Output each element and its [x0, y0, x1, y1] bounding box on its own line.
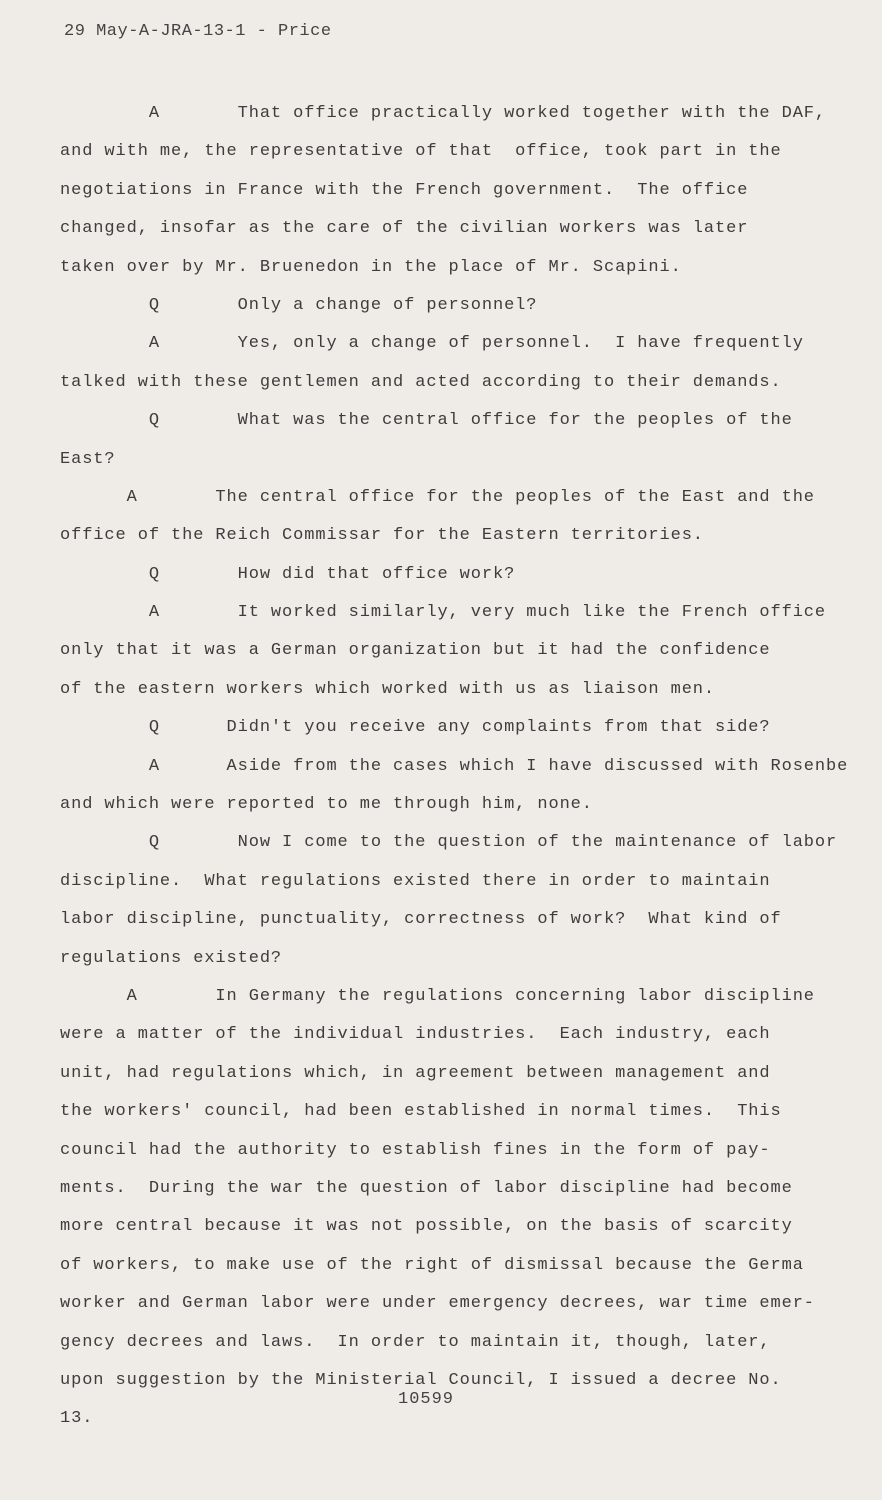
page-header: 29 May-A-JRA-13-1 - Price — [64, 22, 332, 41]
text-line: regulations existed? — [60, 948, 283, 968]
text-line: Q Only a change of personnel? — [60, 295, 538, 315]
text-line: only that it was a German organization but it had the confidence — [60, 641, 771, 661]
text-line: A In Germany the regulations concerning labor discipline — [60, 986, 815, 1006]
text-line: A Yes, only a change of personnel. I have frequently — [60, 334, 804, 354]
text-line: gency decrees and laws. In order to maintain it, though, later, — [60, 1332, 771, 1352]
text-line: of the eastern workers which worked with us as liaison men. — [60, 679, 715, 699]
text-line: were a matter of the individual industries. Each industry, each — [60, 1025, 771, 1045]
text-line: discipline. What regulations existed there in order to maintain — [60, 871, 771, 891]
text-line: Q Now I come to the question of the maintenance of labor — [60, 833, 838, 853]
text-line: Q How did that office work? — [60, 564, 516, 584]
text-line: 13. — [60, 1409, 94, 1429]
text-line: worker and German labor were under emergency decrees, war time emer- — [60, 1294, 815, 1314]
text-line: labor discipline, punctuality, correctness of work? What kind of — [60, 910, 782, 930]
testimony-body — [60, 95, 849, 1439]
text-line: Q What was the central office for the peoples of the — [60, 411, 793, 431]
text-line: negotiations in France with the French government. The office — [60, 180, 749, 200]
text-line: unit, had regulations which, in agreement between management and — [60, 1063, 771, 1083]
text-line: ments. During the war the question of labor discipline had become — [60, 1178, 793, 1198]
text-line: taken over by Mr. Bruenedon in the place of Mr. Scapini. — [60, 257, 682, 277]
text-line: council had the authority to establish fines in the form of pay- — [60, 1140, 771, 1160]
text-line: changed, insofar as the care of the civilian workers was later — [60, 219, 749, 239]
text-line: Q Didn't you receive any complaints from that side? — [60, 718, 771, 738]
text-line: and with me, the representative of that office, took part in the — [60, 142, 782, 162]
page-number: 10599 — [398, 1390, 455, 1409]
text-line: the workers' council, had been established in normal times. This — [60, 1102, 782, 1122]
text-line: more central because it was not possible, on the basis of scarcity — [60, 1217, 793, 1237]
text-line: upon suggestion by the Ministerial Council, I issued a decree No. — [60, 1370, 782, 1390]
text-line: office of the Reich Commissar for the Eastern territories. — [60, 526, 704, 546]
text-line: A It worked similarly, very much like the French office — [60, 603, 827, 623]
text-line: of workers, to make use of the right of dismissal because the Germa — [60, 1255, 804, 1275]
text-line: talked with these gentlemen and acted according to their demands. — [60, 372, 782, 392]
text-line: East? — [60, 449, 116, 469]
text-line: A The central office for the peoples of the East and the — [60, 487, 815, 507]
text-line: A Aside from the cases which I have discussed with Rosenbe — [60, 756, 849, 776]
text-line: and which were reported to me through him, none. — [60, 795, 593, 815]
text-line: A That office practically worked together with the DAF, — [60, 104, 827, 123]
